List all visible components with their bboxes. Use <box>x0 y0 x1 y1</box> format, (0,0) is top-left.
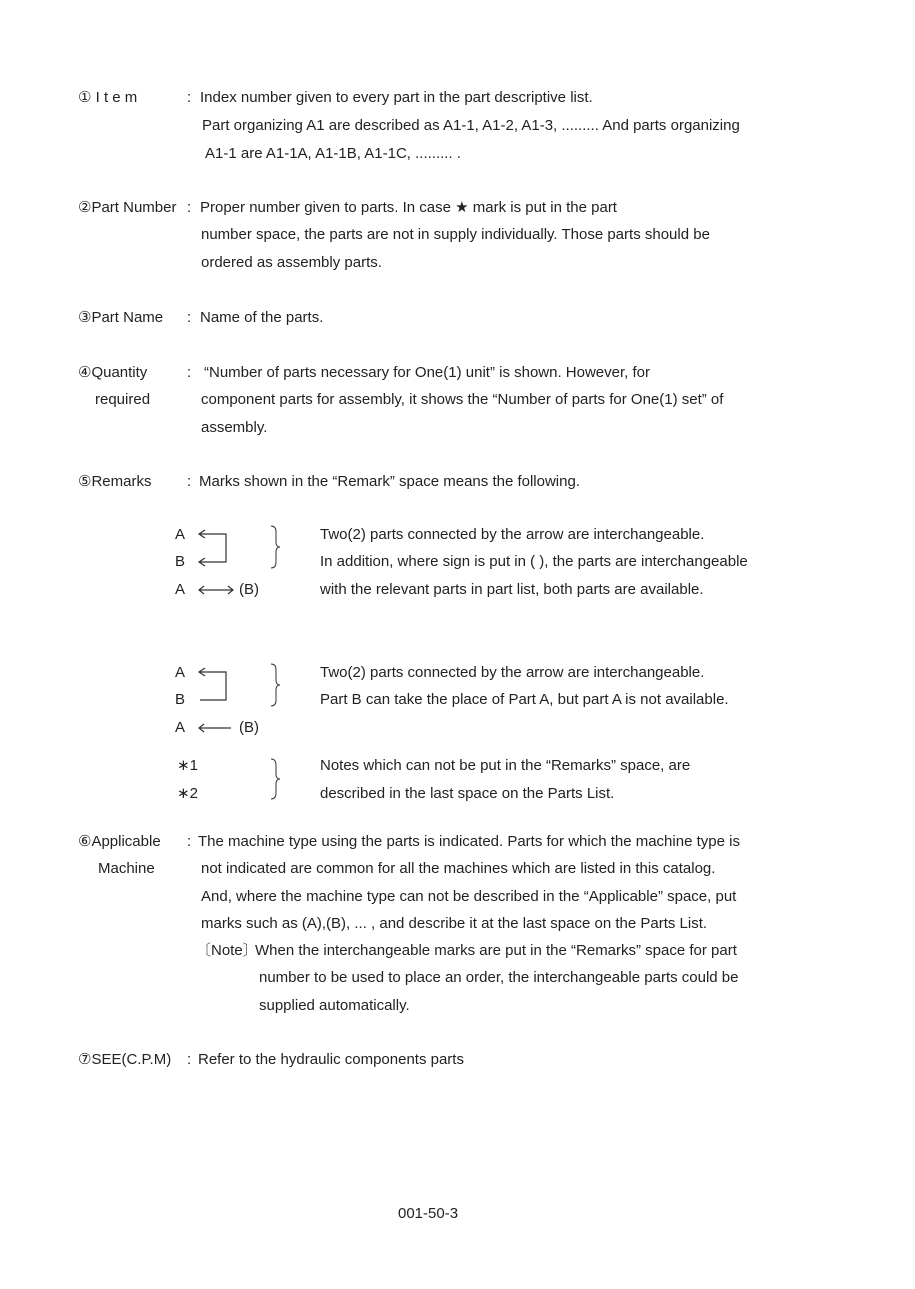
group3-desc-1: Notes which can not be put in the “Remarks” space, are <box>320 757 691 774</box>
item-line-1: Index number given to every part in the part descriptive list. <box>200 89 593 106</box>
part-number-line-3: ordered as assembly parts. <box>201 254 382 271</box>
applicable-colon: : <box>187 833 192 850</box>
group1-label-a2: A <box>175 581 186 598</box>
group2-desc-1: Two(2) parts connected by the arrow are interchangeable. <box>320 664 705 681</box>
group1-desc-2: In addition, where sign is put in ( ), the parts are interchangeable <box>320 553 748 570</box>
group1-suffix: (B) <box>239 581 259 598</box>
page-number: 001-50-3 <box>398 1205 459 1222</box>
item-colon: : <box>187 89 192 106</box>
group2-label-a2: A <box>175 719 186 736</box>
group3-desc-2: described in the last space on the Parts List. <box>320 785 615 802</box>
group2-desc-2: Part B can take the place of Part A, but part A is not available. <box>320 691 729 708</box>
double-arrow-icon <box>196 583 236 597</box>
quantity-term-line-2: required <box>95 391 151 408</box>
see-colon: : <box>187 1051 192 1068</box>
note-line-1: When the interchangeable marks are put in the “Remarks” space for part <box>255 942 737 959</box>
applicable-line-3: And, where the machine type can not be described in the “Applicable” space, put <box>201 888 737 905</box>
one-way-bracket-arrow-icon <box>196 665 232 705</box>
part-name-line-1: Name of the parts. <box>200 309 324 326</box>
group2-suffix: (B) <box>239 719 259 736</box>
group1-label-a: A <box>175 526 186 543</box>
group1-desc-3: with the relevant parts in part list, both parts are available. <box>320 581 704 598</box>
part-number-line-1: Proper number given to parts. In case ★ mark is put in the part <box>200 199 617 216</box>
remarks-term: ⑤Remarks <box>78 473 152 490</box>
left-arrow-icon <box>196 721 236 735</box>
remarks-line-1: Marks shown in the “Remark” space means the following. <box>199 473 580 490</box>
part-name-colon: : <box>187 309 192 326</box>
group1-label-b: B <box>175 553 186 570</box>
group3-label-2: ∗2 <box>177 785 198 802</box>
group1-brace-icon <box>268 524 282 570</box>
item-line-2: Part organizing A1 are described as A1-1, A1-2, A1-3, ......... And parts organizing <box>202 117 740 134</box>
see-line-1: Refer to the hydraulic components parts <box>198 1051 464 1068</box>
item-line-3: A1-1 are A1-1A, A1-1B, A1-1C, ......... . <box>205 145 461 162</box>
applicable-line-2: not indicated are common for all the machines which are listed in this catalog. <box>201 860 716 877</box>
group3-brace-icon <box>268 757 282 801</box>
group1-desc-1: Two(2) parts connected by the arrow are interchangeable. <box>320 526 705 543</box>
quantity-line-3: assembly. <box>201 419 268 436</box>
group3-label-1: ∗1 <box>177 757 198 774</box>
part-number-colon: : <box>187 199 192 216</box>
quantity-term-line-1: ④Quantity <box>78 364 148 381</box>
bidirectional-bracket-arrow-icon <box>196 527 232 567</box>
see-term: ⑦SEE(C.P.M) <box>78 1051 172 1068</box>
part-name-term: ③Part Name <box>78 309 164 326</box>
part-number-term: ②Part Number <box>78 199 177 216</box>
group2-label-a: A <box>175 664 186 681</box>
applicable-line-4: marks such as (A),(B), ... , and describe it at the last space on the Parts List. <box>201 915 708 932</box>
applicable-term-line-1: ⑥Applicable <box>78 833 161 850</box>
note-line-2: number to be used to place an order, the interchangeable parts could be <box>259 969 739 986</box>
note-line-3: supplied automatically. <box>259 997 410 1014</box>
quantity-line-1: “Number of parts necessary for One(1) unit” is shown. However, for <box>204 364 651 381</box>
remarks-colon: : <box>187 473 192 490</box>
part-number-line-2: number space, the parts are not in supply individually. Those parts should be <box>201 226 710 243</box>
applicable-term-line-2: Machine <box>98 860 155 877</box>
note-label: 〔Note〕 <box>196 942 258 959</box>
quantity-line-2: component parts for assembly, it shows the “Number of parts for One(1) set” of <box>201 391 724 408</box>
group2-label-b: B <box>175 691 186 708</box>
group2-brace-icon <box>268 662 282 708</box>
applicable-line-1: The machine type using the parts is indicated. Parts for which the machine type is <box>198 833 740 850</box>
quantity-colon: : <box>187 364 192 381</box>
item-term: ① I t e m <box>78 89 138 106</box>
